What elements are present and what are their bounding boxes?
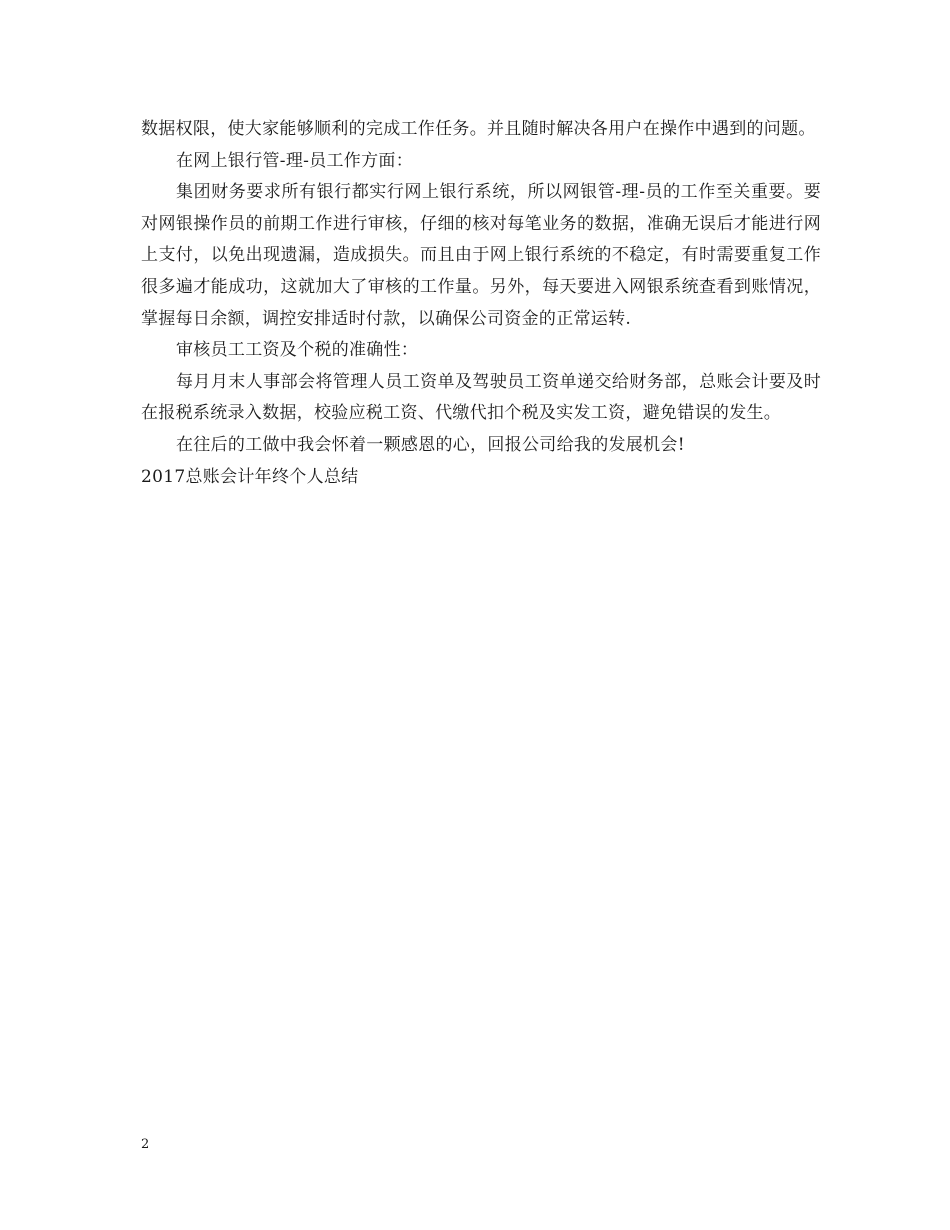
heading-salary-tax-review: 审核员工工资及个税的准确性： (176, 340, 419, 361)
paragraph-online-banking: 集团财务要求所有银行都实行网上银行系统，所以网银管-理-员的工作至关重要。要对网银操作员的前期工作进行审核，仔细的核对每笔业务的数据，准确无误后才能进行网上支付，以免出现遗漏，造成损失。而且由于网上银行系统的不稳定，有时需要重复工作很多遍才能成功，这就加大了审核的工作量。另外，每天要进入网银系统查看到账情况，掌握每日余额，调控安排适时付款，以确保公司资金的正常运转. (141, 182, 821, 329)
closing-title: 2017总账会计年终个人总结 (141, 466, 359, 487)
body-text (141, 114, 821, 493)
paragraph-salary-tax: 每月月末人事部会将管理人员工资单及驾驶员工资单递交给财务部，总账会计要及时在报税系统录入数据，校验应税工资、代缴代扣个税及实发工资，避免错误的发生。 (141, 371, 821, 424)
page-number: 2 (141, 1137, 150, 1152)
paragraph-gratitude: 在往后的工做中我会怀着一颗感恩的心，回报公司给我的发展机会! (176, 434, 685, 455)
paragraph-data-permissions: 数据权限，使大家能够顺利的完成工作任务。并且随时解决各用户在操作中遇到的问题。 (141, 119, 816, 139)
heading-online-banking-admin: 在网上银行管-理-员工作方面： (176, 150, 413, 171)
